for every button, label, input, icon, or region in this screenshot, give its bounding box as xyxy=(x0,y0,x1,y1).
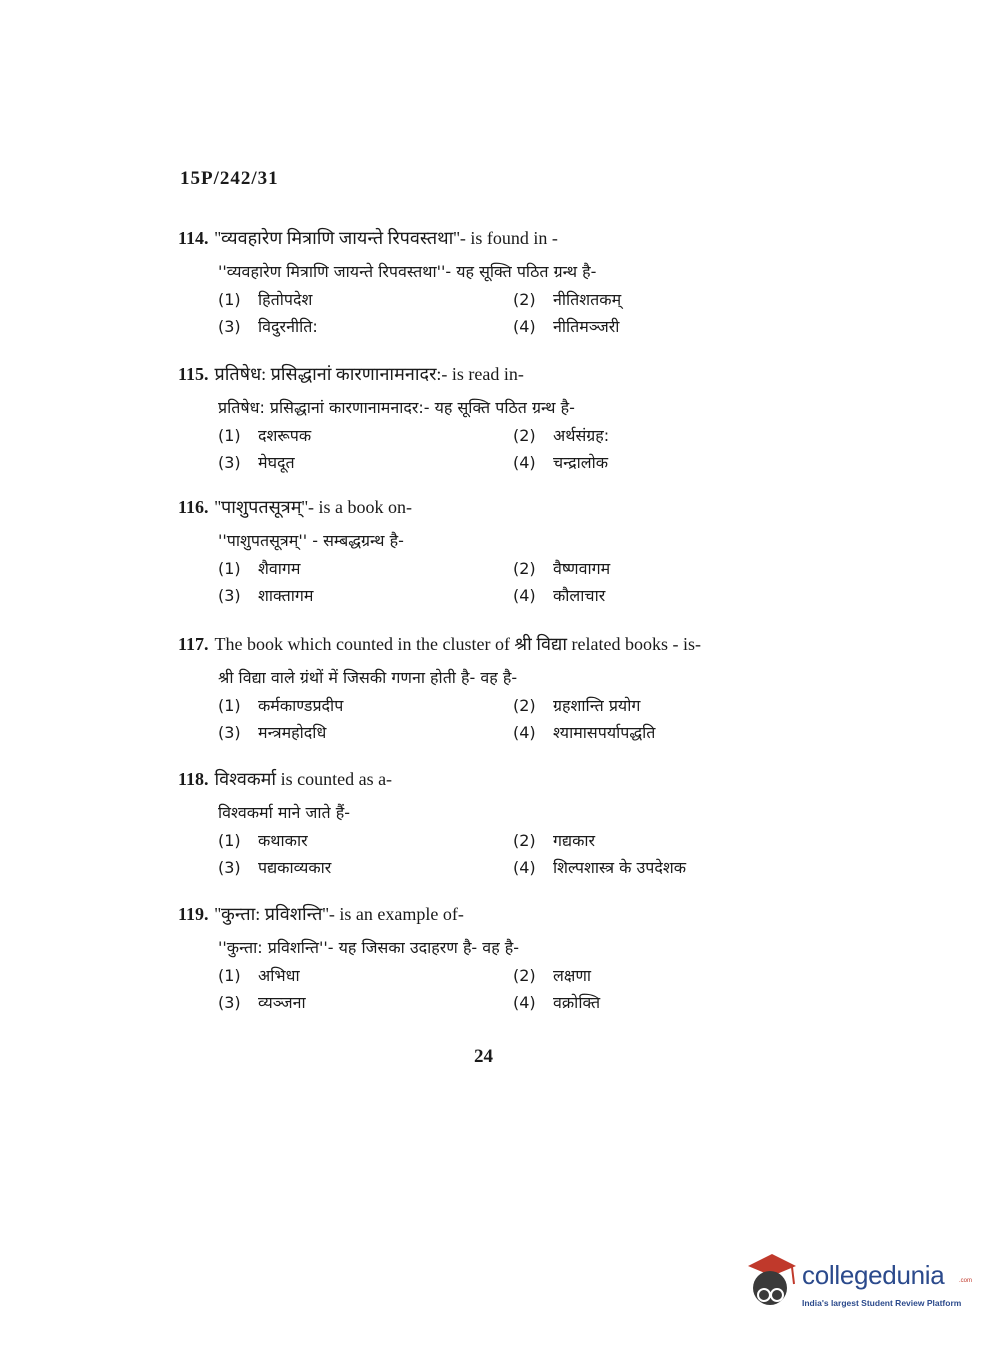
option-3: (3) विदुरनीति: xyxy=(218,317,318,336)
options-list xyxy=(218,424,818,475)
option-2: (2) अर्थसंग्रह: xyxy=(513,426,610,445)
option-1: (1) कर्मकाण्डप्रदीप xyxy=(218,696,344,715)
question-text-hindi: ''पाशुपतसूत्रम्'' - सम्बद्धग्रन्थ है- xyxy=(218,531,404,550)
question-number: 116. xyxy=(178,497,209,517)
options-list xyxy=(218,829,818,880)
option-1: (1) दशरूपक xyxy=(218,426,312,445)
question-text-hindi: ''कुन्ता: प्रविशन्ति''- यह जिसका उदाहरण है- वह है- xyxy=(218,938,520,957)
question-117 xyxy=(178,632,818,745)
option-1: (1) हितोपदेश xyxy=(218,290,313,309)
option-1: (1) कथाकार xyxy=(218,831,308,850)
options-list xyxy=(218,694,818,745)
option-2: (2) लक्षणा xyxy=(513,966,592,985)
option-4: (4) श्यामासपर्यापद्धति xyxy=(513,723,656,742)
option-1: (1) शैवागम xyxy=(218,559,301,578)
brand-domain: .com xyxy=(959,1278,973,1284)
question-number: 119. xyxy=(178,904,209,924)
option-4: (4) नीतिमञ्जरी xyxy=(513,317,620,336)
question-text-hindi: श्री विद्या वाले ग्रंथों में जिसकी गणना होती है- वह है- xyxy=(218,668,518,687)
option-3: (3) मन्त्रमहोदधि xyxy=(218,723,327,742)
question-number: 114. xyxy=(178,228,209,248)
question-text-english: ''कुन्ता: प्रविशन्ति''- is an example of- xyxy=(214,904,464,924)
option-2: (2) ग्रहशान्ति प्रयोग xyxy=(513,696,641,715)
question-number: 118. xyxy=(178,769,209,789)
options-list xyxy=(218,557,818,608)
brand-tagline: India's largest Student Review Platform xyxy=(802,1298,962,1308)
question-115 xyxy=(178,362,818,475)
option-3: (3) शाक्तागम xyxy=(218,586,314,605)
question-114 xyxy=(178,226,818,339)
option-3: (3) पद्यकाव्यकार xyxy=(218,858,332,877)
mascot-icon xyxy=(742,1250,800,1312)
option-1: (1) अभिधा xyxy=(218,966,300,985)
option-4: (4) कौलाचार xyxy=(513,586,606,605)
question-text-english: ''व्यवहारेण मित्राणि जायन्ते रिपवस्तथा''- is found in - xyxy=(214,228,558,248)
question-118 xyxy=(178,767,818,880)
paper-code: 15P/242/31 xyxy=(180,168,279,189)
question-116 xyxy=(178,495,818,608)
brand-name: collegedunia xyxy=(802,1260,945,1290)
question-text-hindi: ''व्यवहारेण मित्राणि जायन्ते रिपवस्तथा''- यह सूक्ति पठित ग्रन्थ है- xyxy=(218,262,597,281)
question-text-english: प्रतिषेध: प्रसिद्धानां कारणानामनादर:- is read in- xyxy=(214,364,524,384)
option-4: (4) शिल्पशास्त्र के उपदेशक xyxy=(513,858,687,877)
question-text-english: विश्वकर्मा is counted as a- xyxy=(214,769,393,789)
page-number: 24 xyxy=(474,1046,493,1067)
question-text-hindi: विश्वकर्मा माने जाते हैं- xyxy=(218,803,350,822)
option-2: (2) नीतिशतकम् xyxy=(513,290,622,309)
option-3: (3) मेघदूत xyxy=(218,453,295,472)
question-number: 117. xyxy=(178,634,209,654)
option-3: (3) व्यञ्जना xyxy=(218,993,306,1012)
question-number: 115. xyxy=(178,364,209,384)
question-text-english: The book which counted in the cluster of श्री विद्या related books - is- xyxy=(214,634,701,654)
option-2: (2) वैष्णवागम xyxy=(513,559,611,578)
option-4: (4) वक्रोक्ति xyxy=(513,993,601,1012)
options-list xyxy=(218,964,818,1015)
option-2: (2) गद्यकार xyxy=(513,831,596,850)
options-list xyxy=(218,288,818,339)
option-4: (4) चन्द्रालोक xyxy=(513,453,609,472)
question-text-english: ''पाशुपतसूत्रम्''- is a book on- xyxy=(214,497,412,517)
question-119 xyxy=(178,902,818,1015)
question-text-hindi: प्रतिषेध: प्रसिद्धानां कारणानामनादर:- यह सूक्ति पठित ग्रन्थ है- xyxy=(218,398,575,417)
collegedunia-logo xyxy=(742,1248,972,1318)
